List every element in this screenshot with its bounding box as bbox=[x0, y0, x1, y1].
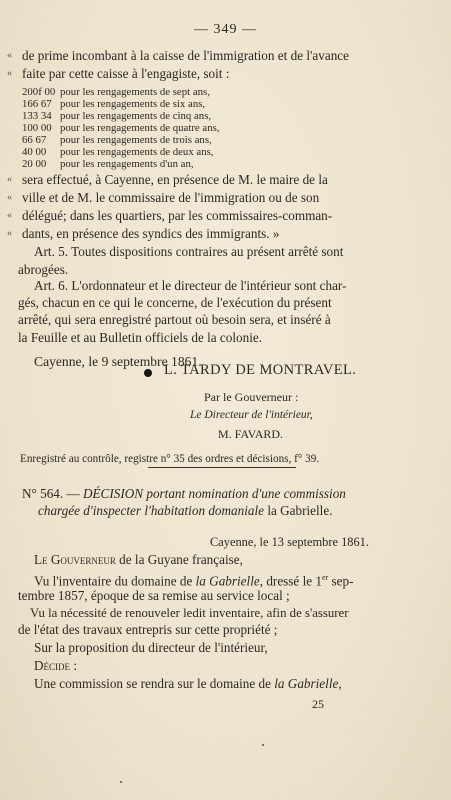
rate-row bbox=[22, 122, 220, 134]
text-line: délégué; dans les quartiers, par les commissaires-comman- bbox=[22, 208, 333, 223]
rate-row bbox=[22, 134, 212, 146]
decision-word: DÉCISION bbox=[82, 486, 144, 501]
commission-text: Une commission se rendra sur le domaine de bbox=[34, 676, 271, 691]
rate-row bbox=[22, 98, 205, 110]
rate-text: pour les rengagements d'un an, bbox=[60, 158, 194, 170]
rate-amount: 20 00 bbox=[22, 158, 47, 170]
rate-amount: 100 00 bbox=[22, 122, 52, 134]
article-6-line: Art. 6. L'ordonnateur et le directeur de l'intérieur sont char- bbox=[34, 278, 347, 293]
page-header: — 349 — bbox=[194, 22, 257, 37]
decision-heading-line-1 bbox=[22, 486, 346, 502]
estate-name: la Gabrielle bbox=[274, 676, 339, 691]
rate-amount: 40 00 bbox=[22, 146, 47, 158]
quote-mark: « bbox=[7, 228, 12, 239]
paper-speck bbox=[120, 781, 122, 783]
gouverneur-rest: de la Guyane française, bbox=[119, 552, 243, 567]
signature-number: 25 bbox=[312, 697, 324, 711]
section-divider bbox=[148, 467, 296, 468]
rate-amount: 200f 00 bbox=[22, 86, 56, 98]
gouverneur-smallcaps: Le Gouverneur bbox=[34, 552, 116, 567]
rate-amount: 166 67 bbox=[22, 98, 52, 110]
decision-number: N° 564. bbox=[22, 486, 64, 501]
article-6-line: gés, chacun en ce qui le concerne, de l'exécution du présent bbox=[18, 295, 332, 310]
vu-text: Vu l'inventaire du domaine de bbox=[34, 573, 193, 589]
signatory-name: L. TARDY DE MONTRAVEL. bbox=[164, 362, 357, 378]
article-5-line: abrogées. bbox=[18, 262, 69, 277]
text-line: faite par cette caisse à l'engagiste, soit : bbox=[22, 66, 230, 81]
text-line: Vu la nécessité de renouveler ledit inventaire, afin de s'assurer bbox=[30, 606, 349, 620]
par-le-gouverneur: Par le Gouverneur : bbox=[204, 390, 299, 404]
text-line: de l'état des travaux entrepris sur cette propriété ; bbox=[18, 622, 278, 637]
decision-date: Cayenne, le 13 septembre 1861. bbox=[210, 535, 369, 549]
rate-row bbox=[22, 110, 211, 122]
decision-title: portant nomination d'une commission bbox=[146, 486, 346, 501]
date-line: Cayenne, le 9 septembre 1861. bbox=[34, 354, 202, 369]
text-line: tembre 1857, époque de sa remise au service local ; bbox=[18, 588, 290, 603]
text-line: de prime incombant à la caisse de l'immigration et de l'avance bbox=[22, 48, 349, 63]
rate-row bbox=[22, 86, 210, 98]
estate-name: la Gabrielle bbox=[195, 573, 260, 589]
vu-text: , dressé le 1 bbox=[259, 573, 322, 589]
article-6-line: arrêté, qui sera enregistré partout où besoin sera, et inséré à bbox=[18, 312, 331, 327]
rate-amount: 133 34 bbox=[22, 110, 52, 122]
rate-row bbox=[22, 158, 194, 170]
text-line: dants, en présence des syndics des immigrants. » bbox=[22, 226, 280, 241]
article-5-line: Art. 5. Toutes dispositions contraires au présent arrêté sont bbox=[34, 244, 344, 259]
estate-name: la Gabrielle. bbox=[267, 503, 333, 518]
director-name: M. FAVARD. bbox=[218, 427, 284, 441]
vu-text: sep- bbox=[328, 573, 354, 589]
director-title: Le Directeur de l'intérieur, bbox=[190, 409, 313, 421]
rate-text: pour les rengagements de cinq ans, bbox=[60, 110, 212, 122]
rate-text: pour les rengagements de six ans, bbox=[60, 98, 206, 110]
text-line bbox=[34, 552, 243, 568]
article-6-line: la Feuille et au Bulletin officiels de la colonie. bbox=[18, 330, 263, 345]
text-line: Sur la proposition du directeur de l'intérieur, bbox=[34, 640, 268, 655]
text-line: sera effectué, à Cayenne, en présence de M. le maire de la bbox=[22, 172, 328, 187]
text-line: ville et de M. le commissaire de l'immigration ou de son bbox=[22, 190, 320, 205]
rate-text: pour les rengagements de sept ans, bbox=[60, 86, 210, 98]
quote-mark: « bbox=[7, 174, 12, 185]
decision-dash: — bbox=[66, 486, 80, 501]
paper-speck bbox=[262, 744, 264, 746]
quote-mark: « bbox=[7, 50, 12, 61]
rate-text: pour les rengagements de deux ans, bbox=[60, 146, 214, 158]
superscript: er bbox=[322, 573, 329, 582]
rate-row bbox=[22, 146, 214, 158]
quote-mark: « bbox=[7, 68, 12, 79]
registration-line: Enregistré au contrôle, registre n° 35 des ordres et décisions, f° 39. bbox=[20, 453, 320, 465]
quote-mark: « bbox=[7, 192, 12, 203]
decision-title-continued: chargée d'inspecter l'habitation domaniale bbox=[38, 503, 265, 518]
quote-mark: « bbox=[7, 210, 12, 221]
rate-text: pour les rengagements de quatre ans, bbox=[60, 122, 220, 134]
decision-heading-line-2 bbox=[38, 503, 332, 519]
commission-text: , bbox=[338, 676, 342, 691]
rate-amount: 66 67 bbox=[22, 134, 47, 146]
text-line bbox=[34, 570, 354, 589]
decide-heading: Décide : bbox=[34, 658, 77, 673]
text-line bbox=[34, 676, 342, 692]
rate-text: pour les rengagements de trois ans, bbox=[60, 134, 212, 146]
ink-blot bbox=[144, 369, 152, 377]
